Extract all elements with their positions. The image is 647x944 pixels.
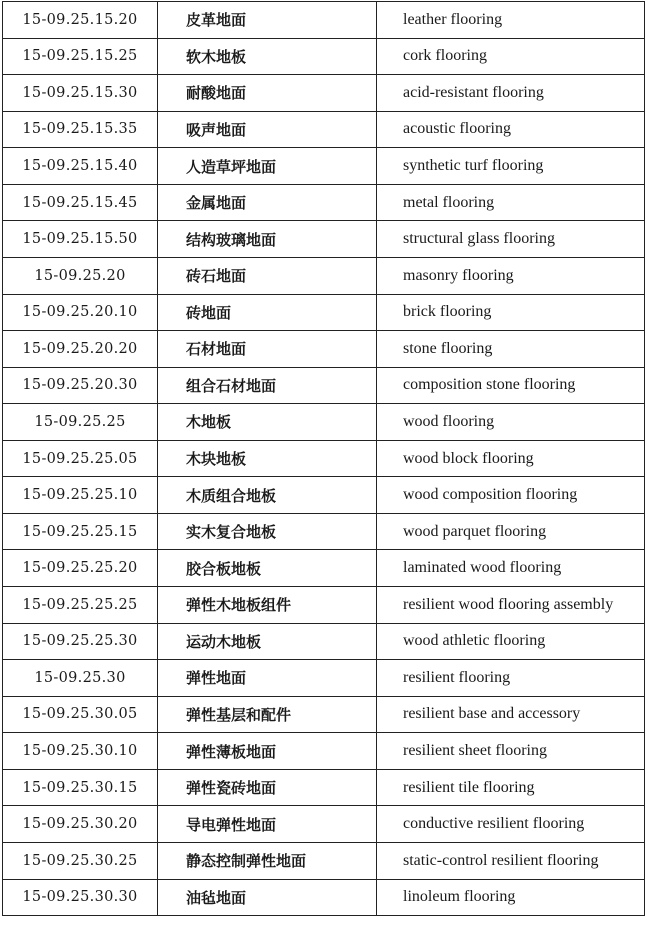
table-row: [3, 75, 645, 112]
table-row: [3, 38, 645, 75]
code-cell: 15-09.25.15.25: [3, 38, 158, 75]
code-cell: 15-09.25.15.40: [3, 148, 158, 185]
code-cell: 15-09.25.25.20: [3, 550, 158, 587]
english-term-cell: masonry flooring: [377, 257, 645, 294]
code-cell: 15-09.25.25.10: [3, 477, 158, 514]
table-row: [3, 623, 645, 660]
table-row: [3, 367, 645, 404]
chinese-term-cell: 吸声地面: [158, 111, 377, 148]
code-cell: 15-09.25.25.15: [3, 513, 158, 550]
table-row: [3, 513, 645, 550]
chinese-term-cell: 静态控制弹性地面: [158, 842, 377, 879]
table-row: [3, 550, 645, 587]
english-term-cell: synthetic turf flooring: [377, 148, 645, 185]
english-term-cell: stone flooring: [377, 331, 645, 368]
chinese-term-cell: 砖石地面: [158, 257, 377, 294]
table-row: [3, 294, 645, 331]
code-cell: 15-09.25.30.20: [3, 806, 158, 843]
english-term-cell: structural glass flooring: [377, 221, 645, 258]
chinese-term-cell: 运动木地板: [158, 623, 377, 660]
chinese-term-cell: 结构玻璃地面: [158, 221, 377, 258]
table-row: [3, 221, 645, 258]
english-term-cell: wood flooring: [377, 404, 645, 441]
code-cell: 15-09.25.25: [3, 404, 158, 441]
chinese-term-cell: 砖地面: [158, 294, 377, 331]
chinese-term-cell: 弹性基层和配件: [158, 696, 377, 733]
chinese-term-cell: 石材地面: [158, 331, 377, 368]
code-cell: 15-09.25.25.30: [3, 623, 158, 660]
chinese-term-cell: 人造草坪地面: [158, 148, 377, 185]
chinese-term-cell: 木质组合地板: [158, 477, 377, 514]
english-term-cell: laminated wood flooring: [377, 550, 645, 587]
english-term-cell: wood block flooring: [377, 440, 645, 477]
english-term-cell: composition stone flooring: [377, 367, 645, 404]
code-cell: 15-09.25.20.30: [3, 367, 158, 404]
english-term-cell: resilient wood flooring assembly: [377, 587, 645, 624]
english-term-cell: resilient flooring: [377, 660, 645, 697]
table-row: [3, 696, 645, 733]
chinese-term-cell: 弹性地面: [158, 660, 377, 697]
table-row: [3, 806, 645, 843]
table-row: [3, 148, 645, 185]
table-row: [3, 404, 645, 441]
chinese-term-cell: 木地板: [158, 404, 377, 441]
code-cell: 15-09.25.15.50: [3, 221, 158, 258]
english-term-cell: cork flooring: [377, 38, 645, 75]
table-row: [3, 842, 645, 879]
table-row: [3, 440, 645, 477]
table-row: [3, 257, 645, 294]
english-term-cell: wood athletic flooring: [377, 623, 645, 660]
table-row: [3, 2, 645, 39]
table-row: [3, 331, 645, 368]
table-row: [3, 879, 645, 916]
chinese-term-cell: 实木复合地板: [158, 513, 377, 550]
chinese-term-cell: 油毡地面: [158, 879, 377, 916]
code-cell: 15-09.25.15.45: [3, 184, 158, 221]
table-body: [3, 2, 645, 916]
english-term-cell: static-control resilient flooring: [377, 842, 645, 879]
code-cell: 15-09.25.25.25: [3, 587, 158, 624]
table-row: [3, 477, 645, 514]
table-row: [3, 184, 645, 221]
chinese-term-cell: 皮革地面: [158, 2, 377, 39]
code-cell: 15-09.25.25.05: [3, 440, 158, 477]
code-cell: 15-09.25.30.15: [3, 769, 158, 806]
english-term-cell: conductive resilient flooring: [377, 806, 645, 843]
classification-table: [2, 1, 645, 916]
chinese-term-cell: 金属地面: [158, 184, 377, 221]
english-term-cell: acoustic flooring: [377, 111, 645, 148]
code-cell: 15-09.25.15.30: [3, 75, 158, 112]
code-cell: 15-09.25.30.25: [3, 842, 158, 879]
chinese-term-cell: 弹性瓷砖地面: [158, 769, 377, 806]
english-term-cell: resilient sheet flooring: [377, 733, 645, 770]
english-term-cell: wood composition flooring: [377, 477, 645, 514]
chinese-term-cell: 导电弹性地面: [158, 806, 377, 843]
chinese-term-cell: 耐酸地面: [158, 75, 377, 112]
code-cell: 15-09.25.20: [3, 257, 158, 294]
english-term-cell: acid-resistant flooring: [377, 75, 645, 112]
chinese-term-cell: 木块地板: [158, 440, 377, 477]
code-cell: 15-09.25.15.35: [3, 111, 158, 148]
code-cell: 15-09.25.20.20: [3, 331, 158, 368]
chinese-term-cell: 弹性薄板地面: [158, 733, 377, 770]
english-term-cell: brick flooring: [377, 294, 645, 331]
table-row: [3, 587, 645, 624]
code-cell: 15-09.25.15.20: [3, 2, 158, 39]
chinese-term-cell: 软木地板: [158, 38, 377, 75]
table-row: [3, 769, 645, 806]
code-cell: 15-09.25.20.10: [3, 294, 158, 331]
english-term-cell: resilient base and accessory: [377, 696, 645, 733]
chinese-term-cell: 弹性木地板组件: [158, 587, 377, 624]
chinese-term-cell: 组合石材地面: [158, 367, 377, 404]
english-term-cell: leather flooring: [377, 2, 645, 39]
code-cell: 15-09.25.30.30: [3, 879, 158, 916]
chinese-term-cell: 胶合板地板: [158, 550, 377, 587]
english-term-cell: linoleum flooring: [377, 879, 645, 916]
english-term-cell: wood parquet flooring: [377, 513, 645, 550]
table-row: [3, 660, 645, 697]
english-term-cell: metal flooring: [377, 184, 645, 221]
table-row: [3, 733, 645, 770]
code-cell: 15-09.25.30.05: [3, 696, 158, 733]
code-cell: 15-09.25.30: [3, 660, 158, 697]
table-row: [3, 111, 645, 148]
english-term-cell: resilient tile flooring: [377, 769, 645, 806]
code-cell: 15-09.25.30.10: [3, 733, 158, 770]
